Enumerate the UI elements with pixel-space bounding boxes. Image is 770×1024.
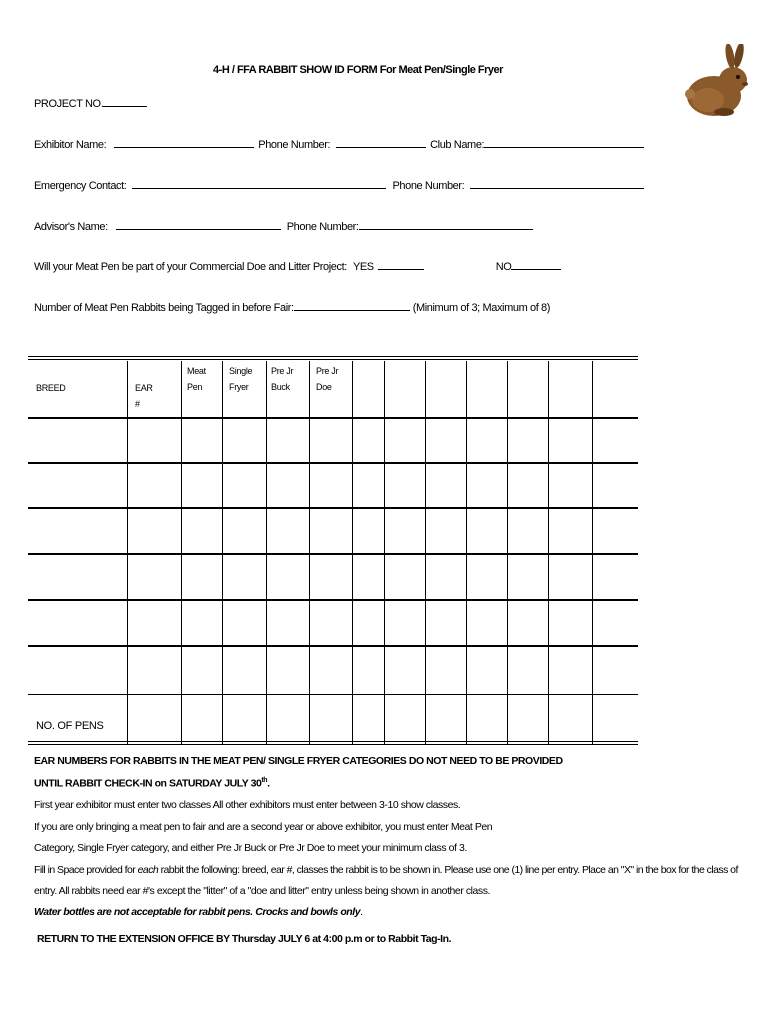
emergency-row — [34, 178, 644, 192]
header-buck-line2: Buck — [271, 382, 290, 392]
table-row-rule — [28, 694, 638, 695]
table-row-rule — [28, 599, 638, 601]
no-field[interactable] — [511, 259, 561, 270]
exhibitor-label: Exhibitor Name: — [34, 139, 107, 151]
header-ear-line1: EAR — [135, 383, 153, 393]
project-no-label: PROJECT NO. — [34, 98, 104, 110]
header-meat-line2: Pen — [187, 382, 203, 392]
no-label: NO — [495, 261, 512, 273]
header-ear-line2: # — [135, 399, 140, 409]
form-title: 4-H / FFA RABBIT SHOW ID FORM For Meat Pen/Single Fryer — [213, 64, 503, 76]
phone-field-1[interactable] — [336, 137, 426, 148]
col-divider — [384, 361, 385, 744]
header-meat-pen — [187, 363, 206, 395]
tagged-note: (Minimum of 3; Maximum of 8) — [412, 302, 551, 314]
header-breed: BREED — [36, 383, 66, 393]
exhibitor-name-field[interactable] — [114, 137, 254, 148]
meat-only-note-2: Category, Single Fryer category, and either Pre Jr Buck or Pre Jr Doe to meet your minimum class of 3. — [34, 842, 467, 854]
table-top-rule-1 — [28, 356, 638, 357]
col-divider — [266, 361, 267, 744]
table-row-rule — [28, 553, 638, 555]
phone-field-2[interactable] — [470, 178, 644, 189]
yes-label: YES — [352, 261, 374, 273]
col-divider — [592, 361, 593, 744]
header-single-line1: Single — [229, 366, 253, 376]
col-divider — [127, 361, 128, 744]
emergency-contact-field[interactable] — [132, 178, 386, 189]
ear-notice-end: . — [267, 777, 270, 790]
header-ear — [135, 380, 153, 412]
fill-in-text-a: Fill in Space provided for — [34, 864, 138, 876]
fill-in-text-b: rabbit the following: breed, ear #, classes the rabbit is to be shown in. Please use one (1) line per entry. Place an "X" in the box for the class of — [158, 864, 738, 876]
header-single-fryer — [229, 363, 252, 395]
table-row-rule — [28, 507, 638, 509]
meat-only-note-1: If you are only bringing a meat pen to fair and are a second year or above exhibitor, you must enter Meat Pen — [34, 821, 493, 833]
header-buck-line1: Pre Jr — [271, 366, 294, 376]
col-divider — [466, 361, 467, 744]
project-no-field[interactable] — [103, 96, 147, 107]
advisor-name-field[interactable] — [116, 219, 281, 230]
table-bottom-rule-2 — [28, 744, 638, 745]
commercial-question: Will your Meat Pen be part of your Commercial Doe and Litter Project: — [34, 261, 347, 273]
water-note — [34, 906, 363, 918]
water-note-text: Water bottles are not acceptable for rabbit pens. Crocks and bowls only — [34, 906, 361, 918]
col-divider — [352, 361, 353, 744]
ear-notice-line-2 — [34, 777, 270, 790]
table-header-rule — [28, 417, 638, 419]
header-single-line2: Fryer — [229, 382, 249, 392]
yes-field[interactable] — [378, 259, 424, 270]
col-divider — [181, 361, 182, 744]
advisor-label: Advisor's Name: — [34, 221, 108, 233]
phone-label-3: Phone Number: — [286, 221, 359, 233]
tagged-row — [34, 300, 550, 314]
ear-notice-line-1: EAR NUMBERS FOR RABBITS IN THE MEAT PEN/ SINGLE FRYER CATEGORIES DO NOT NEED TO BE PROVIDED — [34, 755, 563, 767]
club-name-field[interactable] — [484, 137, 644, 148]
col-divider — [548, 361, 549, 744]
commercial-row — [34, 259, 561, 273]
tagged-count-field[interactable] — [294, 300, 410, 311]
table-top-rule-2 — [28, 359, 638, 360]
phone-label-2: Phone Number: — [392, 180, 465, 192]
project-no-row — [34, 96, 147, 110]
header-meat-line1: Meat — [187, 366, 206, 376]
emergency-label: Emergency Contact: — [34, 180, 127, 192]
col-divider — [222, 361, 223, 744]
phone-label-1: Phone Number: — [258, 139, 331, 151]
rabbit-icon — [684, 44, 754, 118]
fill-in-each: each — [137, 864, 159, 876]
phone-field-3[interactable] — [359, 219, 533, 230]
no-of-pens-label: NO. OF PENS — [36, 720, 104, 732]
fill-in-note-2: entry. All rabbits need ear #'s except the "litter" of a "doe and litter" entry unless being shown in another class. — [34, 885, 490, 897]
table-row-rule — [28, 462, 638, 464]
advisor-row — [34, 219, 533, 233]
return-note: RETURN TO THE EXTENSION OFFICE BY Thursday JULY 6 at 4:00 p.m or to Rabbit Tag-In. — [37, 933, 452, 945]
tagged-question: Number of Meat Pen Rabbits being Tagged in before Fair: — [34, 302, 294, 314]
ear-notice-sup: th — [261, 777, 268, 784]
header-pre-jr-doe — [316, 363, 338, 395]
water-note-end: . — [360, 906, 363, 918]
fill-in-note-1 — [34, 864, 738, 876]
header-pre-jr-buck — [271, 363, 293, 395]
table-row-rule — [28, 645, 638, 647]
exhibitor-row — [34, 137, 644, 151]
ear-notice-text: UNTIL RABBIT CHECK-IN on SATURDAY JULY 30 — [34, 777, 262, 790]
club-label: Club Name: — [430, 139, 485, 151]
table-bottom-rule-1 — [28, 741, 638, 742]
header-doe-line2: Doe — [316, 382, 332, 392]
header-doe-line1: Pre Jr — [316, 366, 339, 376]
col-divider — [309, 361, 310, 744]
entry-table — [28, 356, 638, 746]
first-year-note: First year exhibitor must enter two classes All other exhibitors must enter between 3-10 show classes. — [34, 799, 461, 811]
col-divider — [507, 361, 508, 744]
col-divider — [425, 361, 426, 744]
